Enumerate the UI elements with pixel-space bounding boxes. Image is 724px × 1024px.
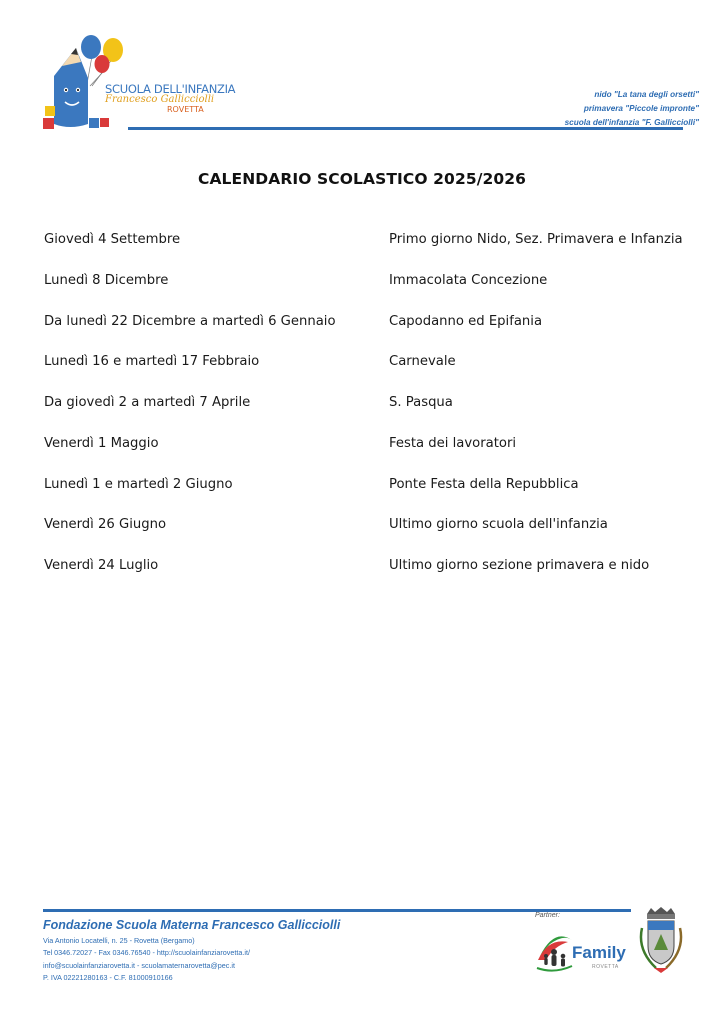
event-date: Da lunedì 22 Dicembre a martedì 6 Gennaio: [44, 313, 336, 329]
calendar-row: [44, 554, 724, 595]
logo-town: ROVETTA: [167, 104, 204, 114]
event-description: Primo giorno Nido, Sez. Primavera e Infanzia: [389, 232, 683, 247]
foundation-name: Fondazione Scuola Materna Francesco Gallicciolli: [43, 918, 341, 932]
page-title: CALENDARIO SCOLASTICO 2025/2026: [197, 170, 527, 188]
calendar-row: [44, 513, 724, 554]
event-description: Immacolata Concezione: [389, 272, 548, 288]
event-date: Venerdì 26 Giugno: [44, 517, 167, 533]
section-primavera: primavera "Piccole impronte": [583, 104, 699, 113]
footer-tax-ids: P. IVA 02221280163 - C.F. 81000910166: [43, 972, 173, 982]
calendar-row: [44, 228, 724, 269]
footer-contact-block: [43, 935, 250, 984]
partner-logo-text: Family: [572, 943, 626, 962]
footer-address: Via Antonio Locatelli, n. 25 - Rovetta (Bergamo): [43, 936, 195, 945]
calendar-row: [44, 391, 724, 432]
calendar-row: [44, 432, 724, 473]
calendar-row: [44, 269, 724, 310]
school-logo-text: [105, 82, 236, 114]
event-date: Venerdì 24 Luglio: [44, 558, 159, 573]
municipal-crest-icon: [636, 906, 686, 976]
partner-label: Partner:: [535, 912, 560, 919]
partner-logo-subtext: ROVETTA: [592, 964, 619, 970]
header-sections: [565, 88, 699, 130]
event-description: Festa dei lavoratori: [389, 435, 517, 451]
calendar-row: [44, 473, 724, 514]
event-description: Capodanno ed Epifania: [389, 313, 543, 329]
event-description: Carnevale: [389, 354, 456, 370]
calendar-row: [44, 350, 724, 391]
section-infanzia: scuola dell'infanzia "F. Gallicciolli": [564, 118, 699, 127]
event-description: Ponte Festa della Repubblica: [389, 476, 579, 492]
footer-phone: Tel 0346.72027 - Fax 0346.76540 - http://scuolainfanziarovetta.it/: [43, 948, 250, 958]
event-date: Lunedì 8 Dicembre: [44, 272, 169, 288]
event-date: Lunedì 1 e martedì 2 Giugno: [44, 476, 233, 492]
footer-email: info@scuolainfanziarovetta.it - scuolamaternarovetta@pec.it: [43, 960, 235, 970]
event-description: Ultimo giorno scuola dell'infanzia: [389, 517, 608, 533]
event-description: Ultimo giorno sezione primavera e nido: [389, 558, 650, 573]
header-divider: [128, 127, 683, 130]
event-date: Giovedì 4 Settembre: [44, 232, 181, 247]
logo-founder-name: Francesco Gallicciolli: [105, 94, 215, 106]
event-date: Da giovedì 2 a martedì 7 Aprile: [44, 395, 251, 410]
calendar-list: [44, 228, 724, 595]
event-date: Lunedì 16 e martedì 17 Febbraio: [44, 354, 260, 370]
section-nido: nido "La tana degli orsetti": [594, 90, 699, 99]
calendar-row: [44, 310, 724, 351]
event-description: S. Pasqua: [389, 395, 453, 410]
event-date: Venerdì 1 Maggio: [44, 435, 159, 451]
logo-school-name: SCUOLA DELL'INFANZIA: [105, 82, 236, 96]
